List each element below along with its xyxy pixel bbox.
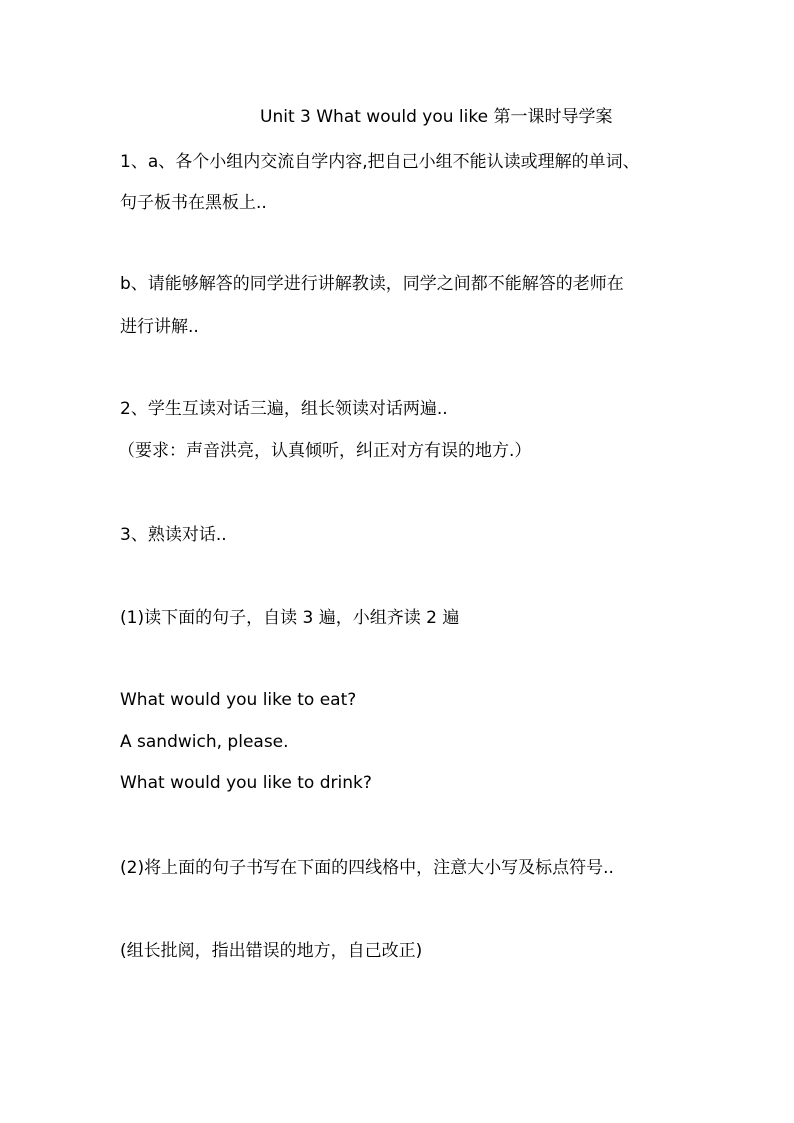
dialogue-line: What would you like to drink? xyxy=(120,773,372,793)
paragraph-line: 3、熟读对话.. xyxy=(120,525,227,545)
paragraph-line: 2、学生互读对话三遍，组长领读对话两遍.. xyxy=(120,399,448,419)
paragraph-line: b、请能够解答的同学进行讲解教读，同学之间都不能解答的老师在 xyxy=(120,274,624,294)
paragraph-line: (2)将上面的句子书写在下面的四线格中，注意大小写及标点符号.. xyxy=(120,858,614,878)
paragraph-line: (组长批阅，指出错误的地方，自己改正) xyxy=(120,941,423,961)
dialogue-line: What would you like to eat? xyxy=(120,690,357,710)
paragraph-line: (1)读下面的句子，自读 3 遍，小组齐读 2 遍 xyxy=(120,608,460,628)
paragraph-line: 进行讲解.. xyxy=(120,317,199,337)
document-title: Unit 3 What would you like 第一课时导学案 xyxy=(260,107,613,127)
dialogue-line: A sandwich, please. xyxy=(120,732,289,752)
paragraph-line: 1、a、各个小组内交流自学内容,把自己小组不能认读或理解的单词、 xyxy=(120,152,640,172)
paragraph-line: （要求：声音洪亮，认真倾听，纠正对方有误的地方.） xyxy=(118,441,532,461)
paragraph-line: 句子板书在黑板上.. xyxy=(120,193,267,213)
